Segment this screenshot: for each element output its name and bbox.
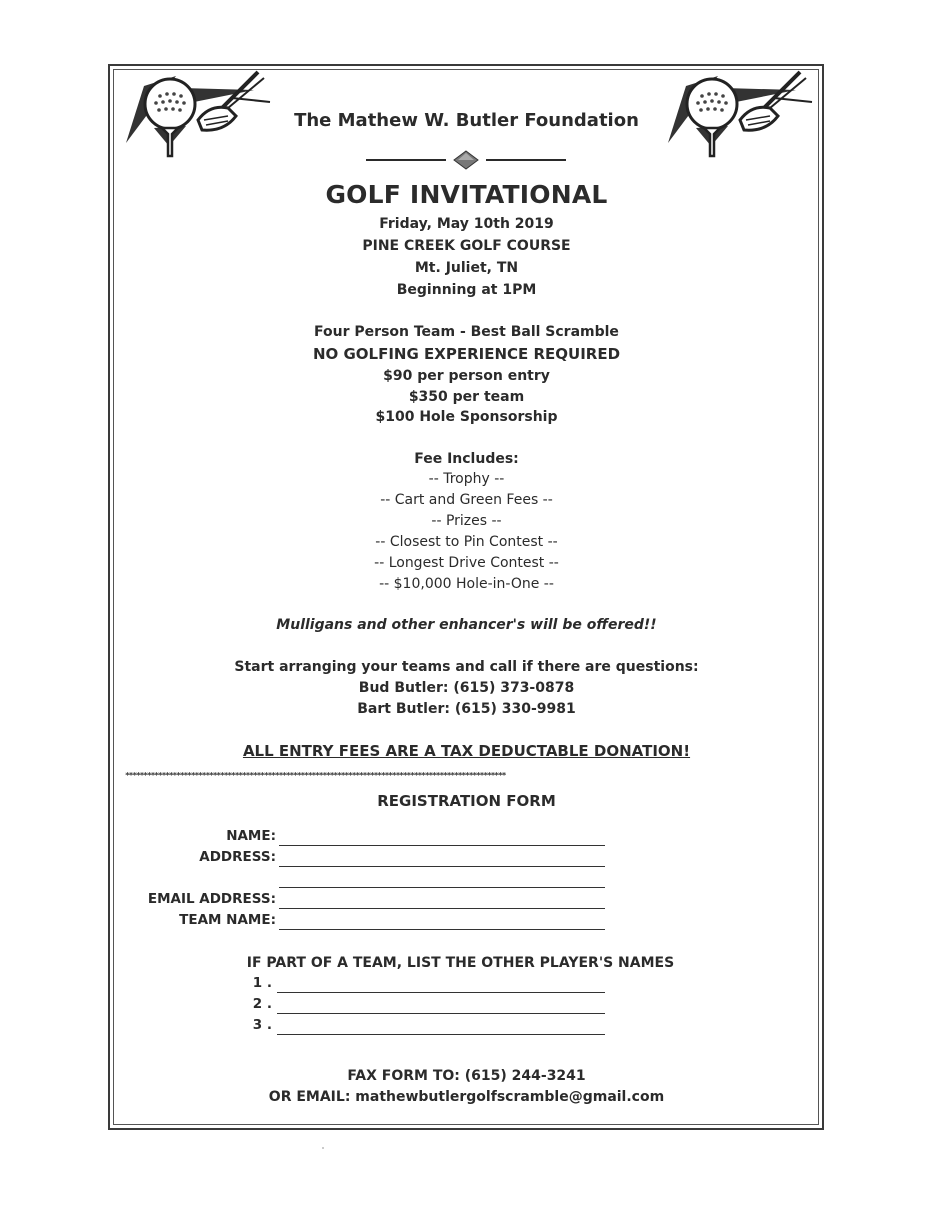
email-field[interactable] [279, 908, 605, 909]
player-number: 2 . [252, 996, 272, 1012]
contact-bart: Bart Butler: (615) 330-9981 [357, 701, 576, 717]
event-venue: PINE CREEK GOLF COURSE [362, 238, 571, 254]
email-label: EMAIL ADDRESS: [147, 891, 276, 907]
asterisk-separator: ******************************************************************************************************** [125, 771, 506, 780]
event-title: GOLF INVITATIONAL [325, 180, 608, 209]
scan-speck [322, 1147, 324, 1149]
player-2-field[interactable] [277, 1013, 605, 1014]
team-name-field[interactable] [279, 929, 605, 930]
organization-name: The Mathew W. Butler Foundation [294, 110, 639, 131]
email-contact-line: OR EMAIL: mathewbutlergolfscramble@gmail.com [268, 1089, 665, 1105]
address-field-line-2[interactable] [279, 887, 605, 888]
fee-includes-heading: Fee Includes: [414, 451, 519, 467]
event-start-time: Beginning at 1PM [396, 282, 537, 298]
event-date: Friday, May 10th 2019 [379, 216, 554, 232]
fee-include-item: -- Trophy -- [428, 471, 505, 487]
name-label: NAME: [226, 828, 276, 844]
fee-include-item: -- $10,000 Hole-in-One -- [379, 576, 554, 592]
address-label: ADDRESS: [199, 849, 276, 865]
team-players-heading: IF PART OF A TEAM, LIST THE OTHER PLAYER'S NAMES [246, 955, 675, 971]
tax-deductible-note: ALL ENTRY FEES ARE A TAX DEDUCTABLE DONATION! [242, 742, 691, 760]
event-format: Four Person Team - Best Ball Scramble [314, 324, 619, 340]
event-location: Mt. Juliet, TN [414, 260, 519, 276]
contact-bud: Bud Butler: (615) 373-0878 [358, 680, 575, 696]
fax-line: FAX FORM TO: (615) 244-3241 [347, 1068, 586, 1084]
fee-include-item: -- Longest Drive Contest -- [374, 555, 559, 571]
player-1-field[interactable] [277, 992, 605, 993]
pricing-item: $90 per person entry [383, 368, 550, 384]
team-name-label: TEAM NAME: [179, 912, 276, 928]
pricing-item: $100 Hole Sponsorship [375, 409, 558, 425]
player-number: 3 . [252, 1017, 272, 1033]
name-field[interactable] [279, 845, 605, 846]
experience-note: NO GOLFING EXPERIENCE REQUIRED [312, 345, 621, 363]
fee-include-item: -- Closest to Pin Contest -- [375, 534, 558, 550]
fee-include-item: -- Prizes -- [431, 513, 502, 529]
contact-intro: Start arranging your teams and call if there are questions: [234, 659, 699, 675]
mulligans-note: Mulligans and other enhancer's will be offered!! [276, 617, 657, 633]
registration-heading: REGISTRATION FORM [377, 792, 556, 810]
fee-include-item: -- Cart and Green Fees -- [380, 492, 553, 508]
player-number: 1 . [252, 975, 272, 991]
player-3-field[interactable] [277, 1034, 605, 1035]
pricing-item: $350 per team [408, 389, 525, 405]
diamond-divider-icon [366, 150, 566, 170]
address-field-line-1[interactable] [279, 866, 605, 867]
